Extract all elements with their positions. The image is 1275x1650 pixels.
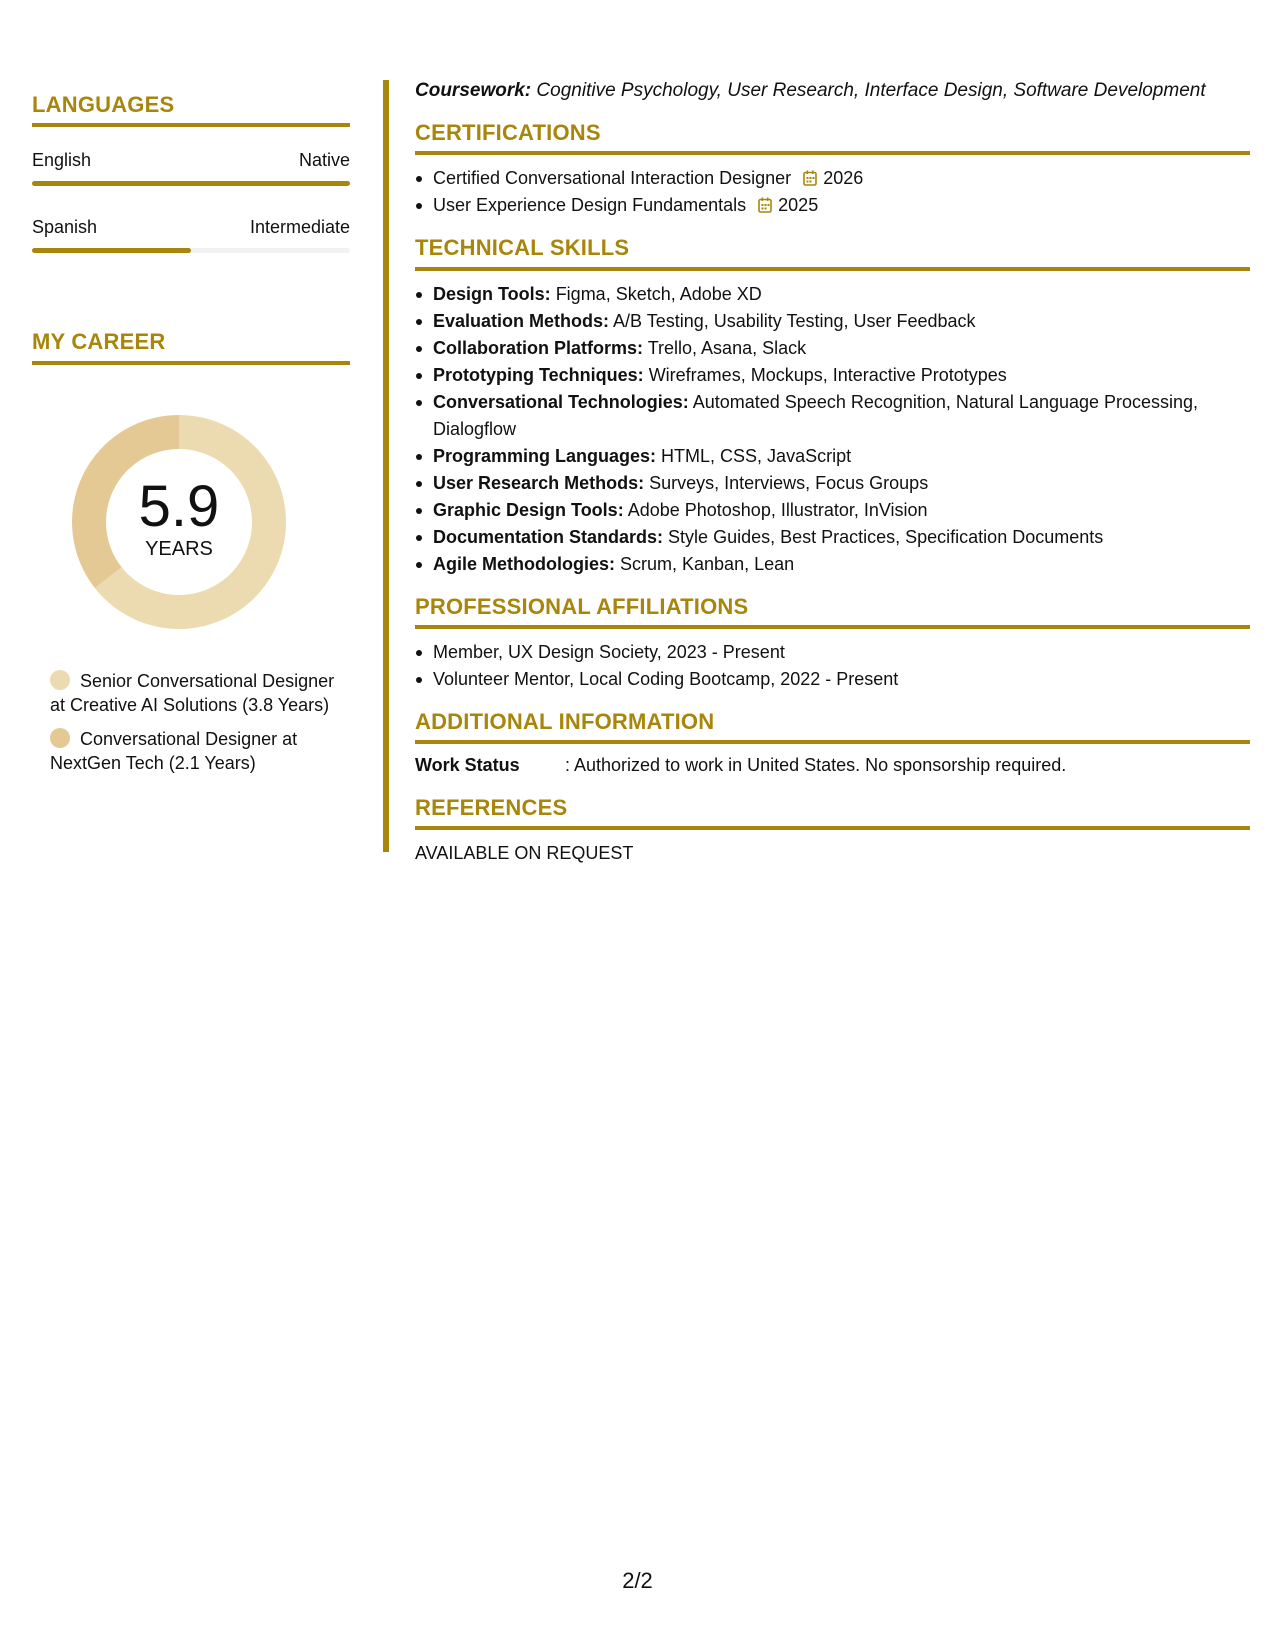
certifications-section [415, 120, 1250, 219]
additional-info-section [415, 709, 1250, 779]
language-spanish [32, 216, 350, 253]
column-divider [383, 80, 389, 852]
certifications-title: CERTIFICATIONS [415, 120, 601, 145]
career-legend-item [50, 727, 350, 775]
skill-label: Evaluation Methods: [433, 310, 610, 331]
skill-value: Wireframes, Mockups, Interactive Prototypes [648, 364, 1007, 385]
affiliation-item: Volunteer Mentor, Local Coding Bootcamp, 2022 - Present [433, 666, 1250, 693]
certification-name: User Experience Design Fundamentals [433, 195, 747, 216]
additional-info-rule [415, 740, 1250, 744]
references-section [415, 795, 1250, 867]
skill-item [433, 497, 1250, 524]
certification-year: 2025 [778, 195, 819, 216]
calendar-icon [803, 170, 817, 186]
work-status-label: Work Status [415, 755, 520, 776]
languages-title: LANGUAGES [32, 92, 175, 117]
certification-item [433, 165, 1250, 192]
skill-label: Documentation Standards: [433, 526, 664, 547]
skill-item [433, 443, 1250, 470]
language-level: Native [298, 150, 350, 171]
references-title: REFERENCES [415, 795, 568, 821]
skill-label: Design Tools: [433, 283, 551, 304]
language-name: Spanish [32, 217, 98, 238]
language-bar-fill [32, 248, 191, 253]
career-donut-chart [66, 409, 292, 635]
skill-value: Surveys, Interviews, Focus Groups [649, 472, 929, 493]
additional-info-title: ADDITIONAL INFORMATION [415, 708, 715, 734]
coursework-text: Cognitive Psychology, User Research, Interface Design, Software Development [536, 80, 1206, 101]
technical-skills-title: TECHNICAL SKILLS [415, 235, 630, 261]
career-total-unit: YEARS [145, 537, 213, 560]
legend-dot-icon [50, 728, 70, 748]
skill-item [433, 389, 1250, 443]
skill-item [433, 362, 1250, 389]
skill-label: Prototyping Techniques: [433, 364, 644, 385]
technical-skills-section [415, 235, 1250, 577]
certification-name: Certified Conversational Interaction Designer [433, 168, 792, 189]
references-text: AVAILABLE ON REQUEST [415, 843, 634, 864]
page-number: 2/2 [622, 1568, 653, 1593]
skill-item [433, 551, 1250, 578]
affiliations-rule [415, 625, 1250, 629]
language-level: Intermediate [249, 217, 350, 238]
coursework [415, 78, 1250, 104]
affiliation-item: Member, UX Design Society, 2023 - Present [433, 639, 1250, 666]
language-bar [32, 248, 350, 253]
skill-value: Trello, Asana, Slack [647, 337, 807, 358]
affiliations-title: PROFESSIONAL AFFILIATIONS [415, 593, 749, 619]
skill-value: Style Guides, Best Practices, Specification Documents [668, 526, 1104, 547]
certifications-rule [415, 151, 1250, 155]
coursework-label: Coursework: [415, 80, 532, 101]
left-column [32, 92, 350, 785]
legend-dot-icon [50, 670, 70, 690]
technical-skills-rule [415, 267, 1250, 271]
career-title: MY CAREER [32, 329, 166, 355]
language-name: English [32, 150, 92, 171]
skill-value: Scrum, Kanban, Lean [620, 553, 795, 574]
skill-item [433, 281, 1250, 308]
references-rule [415, 826, 1250, 830]
skill-label: Collaboration Platforms: [433, 337, 644, 358]
right-column [415, 78, 1250, 867]
work-status-value: : Authorized to work in United States. No sponsorship required. [565, 755, 1067, 776]
affiliations-list [415, 639, 1250, 693]
skill-label: Programming Languages: [433, 445, 657, 466]
language-english [32, 149, 350, 186]
skill-value: HTML, CSS, JavaScript [661, 445, 852, 466]
skill-value: A/B Testing, Usability Testing, User Feedback [613, 310, 976, 331]
certification-item [433, 192, 1250, 219]
calendar-icon [758, 197, 772, 213]
skill-item [433, 335, 1250, 362]
skill-label: Agile Methodologies: [433, 553, 615, 574]
skill-label: Graphic Design Tools: [433, 499, 624, 520]
language-bar [32, 181, 350, 186]
career-legend-label: Conversational Designer at NextGen Tech (2.1 Years) [50, 728, 298, 773]
skill-item [433, 308, 1250, 335]
work-status-row [415, 752, 1250, 779]
career-total-years: 5.9 [138, 473, 220, 539]
career-rule [32, 361, 350, 365]
languages-rule [32, 123, 350, 127]
skill-item [433, 470, 1250, 497]
skill-value: Adobe Photoshop, Illustrator, InVision [627, 499, 928, 520]
skill-label: User Research Methods: [433, 472, 645, 493]
career-legend-item [50, 669, 350, 717]
affiliations-section [415, 594, 1250, 693]
skill-item [433, 524, 1250, 551]
technical-skills-list [415, 281, 1250, 578]
skill-value: Automated Speech Recognition, Natural Language Processing, Dialogflow [433, 391, 1199, 439]
career-legend [32, 669, 350, 775]
certification-year: 2026 [823, 168, 864, 189]
language-bar-fill [32, 181, 350, 186]
career-legend-label: Senior Conversational Designer at Creative AI Solutions (3.8 Years) [50, 670, 335, 715]
skill-value: Figma, Sketch, Adobe XD [555, 283, 762, 304]
skill-label: Conversational Technologies: [433, 391, 689, 412]
certifications-list [415, 165, 1250, 219]
